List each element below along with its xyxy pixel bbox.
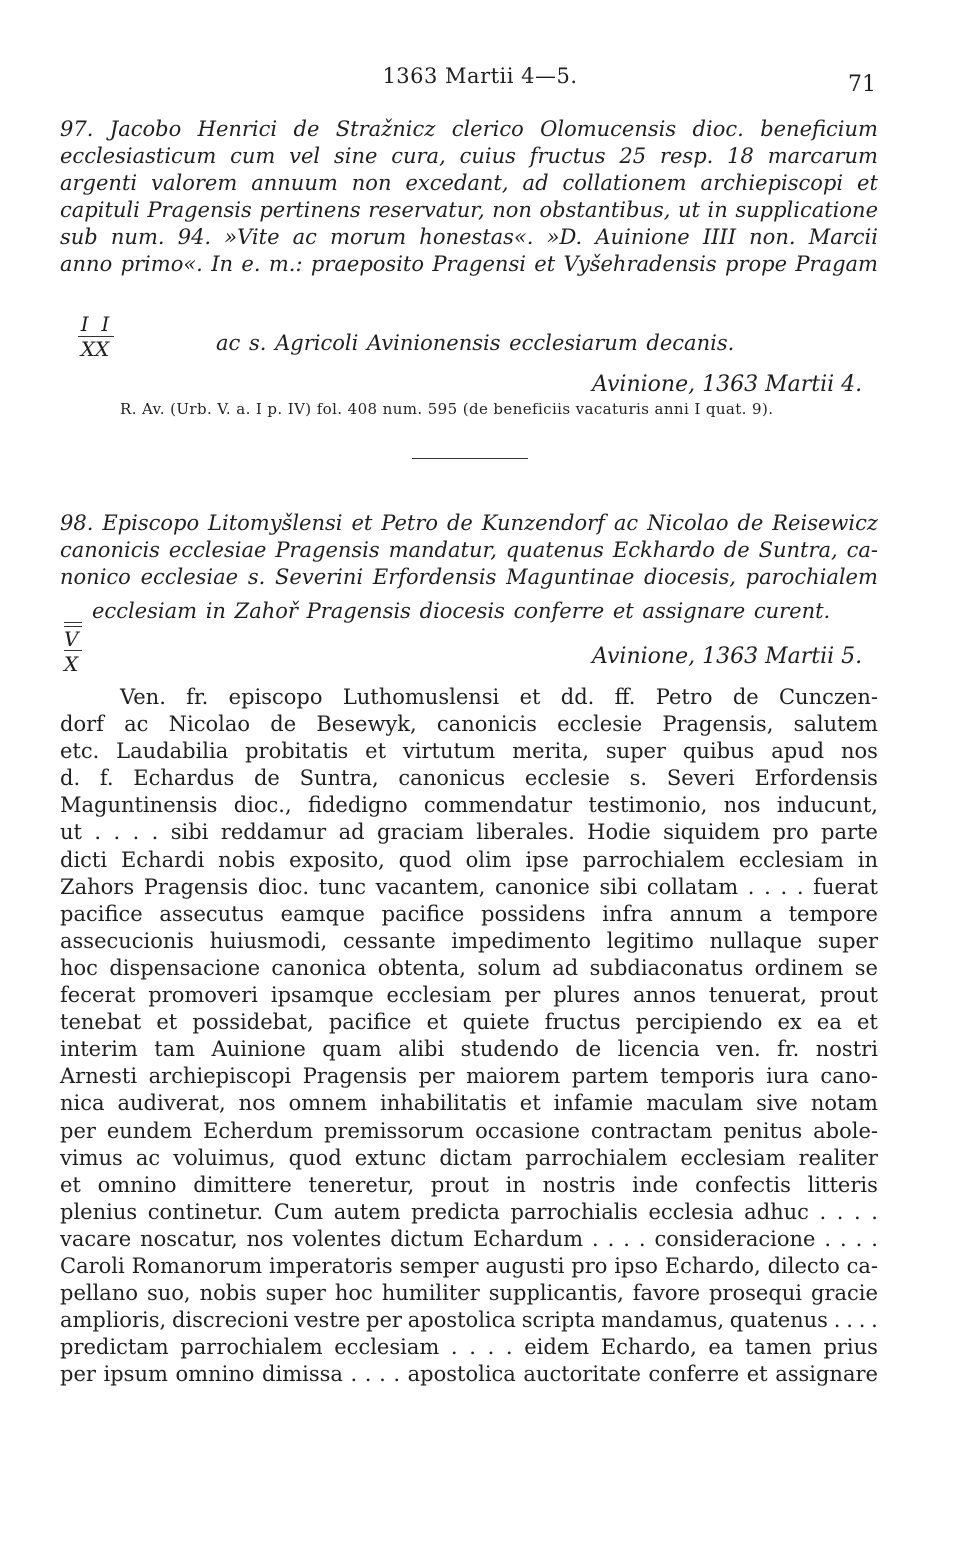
- letter-line: assecucionis huiusmodi, cessante impedimento legitimo nullaque super: [60, 928, 878, 953]
- entry-97-line: ac s. Agricoli Avinionensis ecclesiarum decanis.: [216, 331, 735, 355]
- entry-97-tax-mark: [60, 314, 130, 359]
- letter-line: vacare noscatur, nos volentes dictum Echardum . . . . consideracione . . . .: [60, 1226, 878, 1251]
- letter-line: plenius continetur. Cum autem predicta parrochialis ecclesia adhuc . . . .: [60, 1199, 878, 1224]
- letter-line: nica audiverat, nos omnem inhabilitatis et infamie maculam sive notam: [60, 1091, 878, 1116]
- tax-denominator: X: [64, 652, 79, 676]
- running-title: 1363 Martii 4—5.: [382, 64, 578, 88]
- letter-line: pacifice assecutus eamque pacifice possidens infra annum a tempore: [60, 901, 878, 926]
- tax-rule: [64, 622, 82, 623]
- tax-denominator: XX: [80, 337, 110, 361]
- letter-line: dorf ac Nicolao de Besewyk, canonicis ecclesie Pragensis, salutem: [60, 712, 878, 737]
- entry-97-line: argenti valorem annuum non excedant, ad collationem archiepiscopi et: [60, 171, 878, 195]
- entry-97-line: capituli Pragensis pertinens reservatur, non obstantibus, ut in supplicatione: [60, 198, 878, 222]
- letter-line: per eundem Echerdum premissorum occasione contractam penitus abole-: [60, 1118, 878, 1143]
- letter-line: d. f. Echardus de Suntra, canonicus ecclesie s. Severi Erfordensis: [60, 766, 878, 791]
- entry-98-summary: [60, 510, 878, 591]
- letter-line: predictam parrochialem ecclesiam . . . . eidem Echardo, ea tamen prius: [60, 1335, 878, 1360]
- entry-98-line: 98. Episcopo Litomyšlensi et Petro de Kunzendorf ac Nicolao de Reisewicz: [60, 511, 878, 535]
- entry-98-line: ecclesiam in Zahoř Pragensis diocesis conferre et assignare curent.: [92, 599, 831, 623]
- letter-line: etc. Laudabilia probitatis et virtutum merita, super quibus apud nos: [60, 739, 878, 764]
- letter-line: hoc dispensacione canonica obtenta, solum ad subdiaconatus ordinem se: [60, 955, 878, 980]
- letter-line: Maguntinensis dioc., fidedigno commendatur testimonio, nos inducunt,: [60, 793, 878, 818]
- entry-98-line: canonicis ecclesiae Pragensis mandatur, quatenus Eckhardo de Suntra, ca-: [60, 538, 878, 562]
- letter-line: tenebat et possidebat, pacifice et quiete fructus percipiendo ex ea et: [60, 1010, 878, 1035]
- letter-line: ut . . . . sibi reddamur ad graciam liberales. Hodie siquidem pro parte: [60, 820, 878, 845]
- letter-line: pellano suo, nobis super hoc humiliter supplicantis, favore prosequi gracie: [60, 1281, 878, 1306]
- tax-numerator: V: [64, 627, 79, 651]
- entry-97-dateline: Avinione, 1363 Martii 4.: [592, 372, 863, 397]
- entry-97-source: R. Av. (Urb. V. a. I p. IV) fol. 408 num. 595 (de beneficiis vacaturis anni I quat. 9).: [120, 400, 774, 418]
- entry-97-line: 97. Jacobo Henrici de Stražnicz clerico Olomucensis dioc. beneficium: [60, 117, 878, 141]
- entry-98-tax-mark: [60, 622, 100, 674]
- letter-line: fecerat promoveri ipsamque ecclesiam per plures annos tenuerat, prout: [60, 983, 878, 1008]
- letter-line: vimus ac voluimus, quod extunc dictam parrochialem ecclesiam realiter: [60, 1145, 878, 1170]
- letter-line: Arnesti archiepiscopi Pragensis per maiorem partem temporis iura cano-: [60, 1064, 878, 1089]
- letter-line: amplioris, discrecioni vestre per apostolica scripta mandamus, quatenus . . . .: [60, 1308, 878, 1333]
- entry-97-line: anno primo«. In e. m.: praeposito Pragensi et Vyšehradensis prope Pragam: [60, 252, 878, 276]
- letter-line: per ipsum omnino dimissa . . . . apostolica auctoritate conferre et assignare: [60, 1362, 878, 1387]
- entry-98-letter-text: [60, 684, 878, 1388]
- entry-97-summary: [60, 116, 878, 278]
- letter-line: Ven. fr. episcopo Luthomuslensi et dd. ff. Petro de Cunczen-: [120, 685, 878, 709]
- letter-line: interim tam Auinione quam alibi studendo de licencia ven. fr. nostri: [60, 1037, 878, 1062]
- entry-98-line: nonico ecclesiae s. Severini Erfordensis Maguntinae diocesis, parochialem: [60, 565, 878, 589]
- tax-numerator: I I: [80, 312, 110, 336]
- letter-line: et omnino dimittere teneretur, prout in nostris inde confectis litteris: [60, 1172, 878, 1197]
- entry-97-line: sub num. 94. »Vite ac morum honestas«. »D. Auinione IIII non. Marcii: [60, 225, 878, 249]
- letter-line: dicti Echardi nobis exposito, quod olim ipse parrochialem ecclesiam in: [60, 847, 878, 872]
- section-divider: [412, 458, 528, 459]
- entry-97-line: ecclesiasticum cum vel sine cura, cuius fructus 25 resp. 18 marcarum: [60, 144, 878, 168]
- page-number: 71: [848, 72, 876, 97]
- entry-98-dateline: Avinione, 1363 Martii 5.: [592, 644, 863, 669]
- letter-line: Zahors Pragensis dioc. tunc vacantem, canonice sibi collatam . . . . fuerat: [60, 874, 878, 899]
- letter-line: Caroli Romanorum imperatoris semper augusti pro ipso Echardo, dilecto ca-: [60, 1253, 878, 1278]
